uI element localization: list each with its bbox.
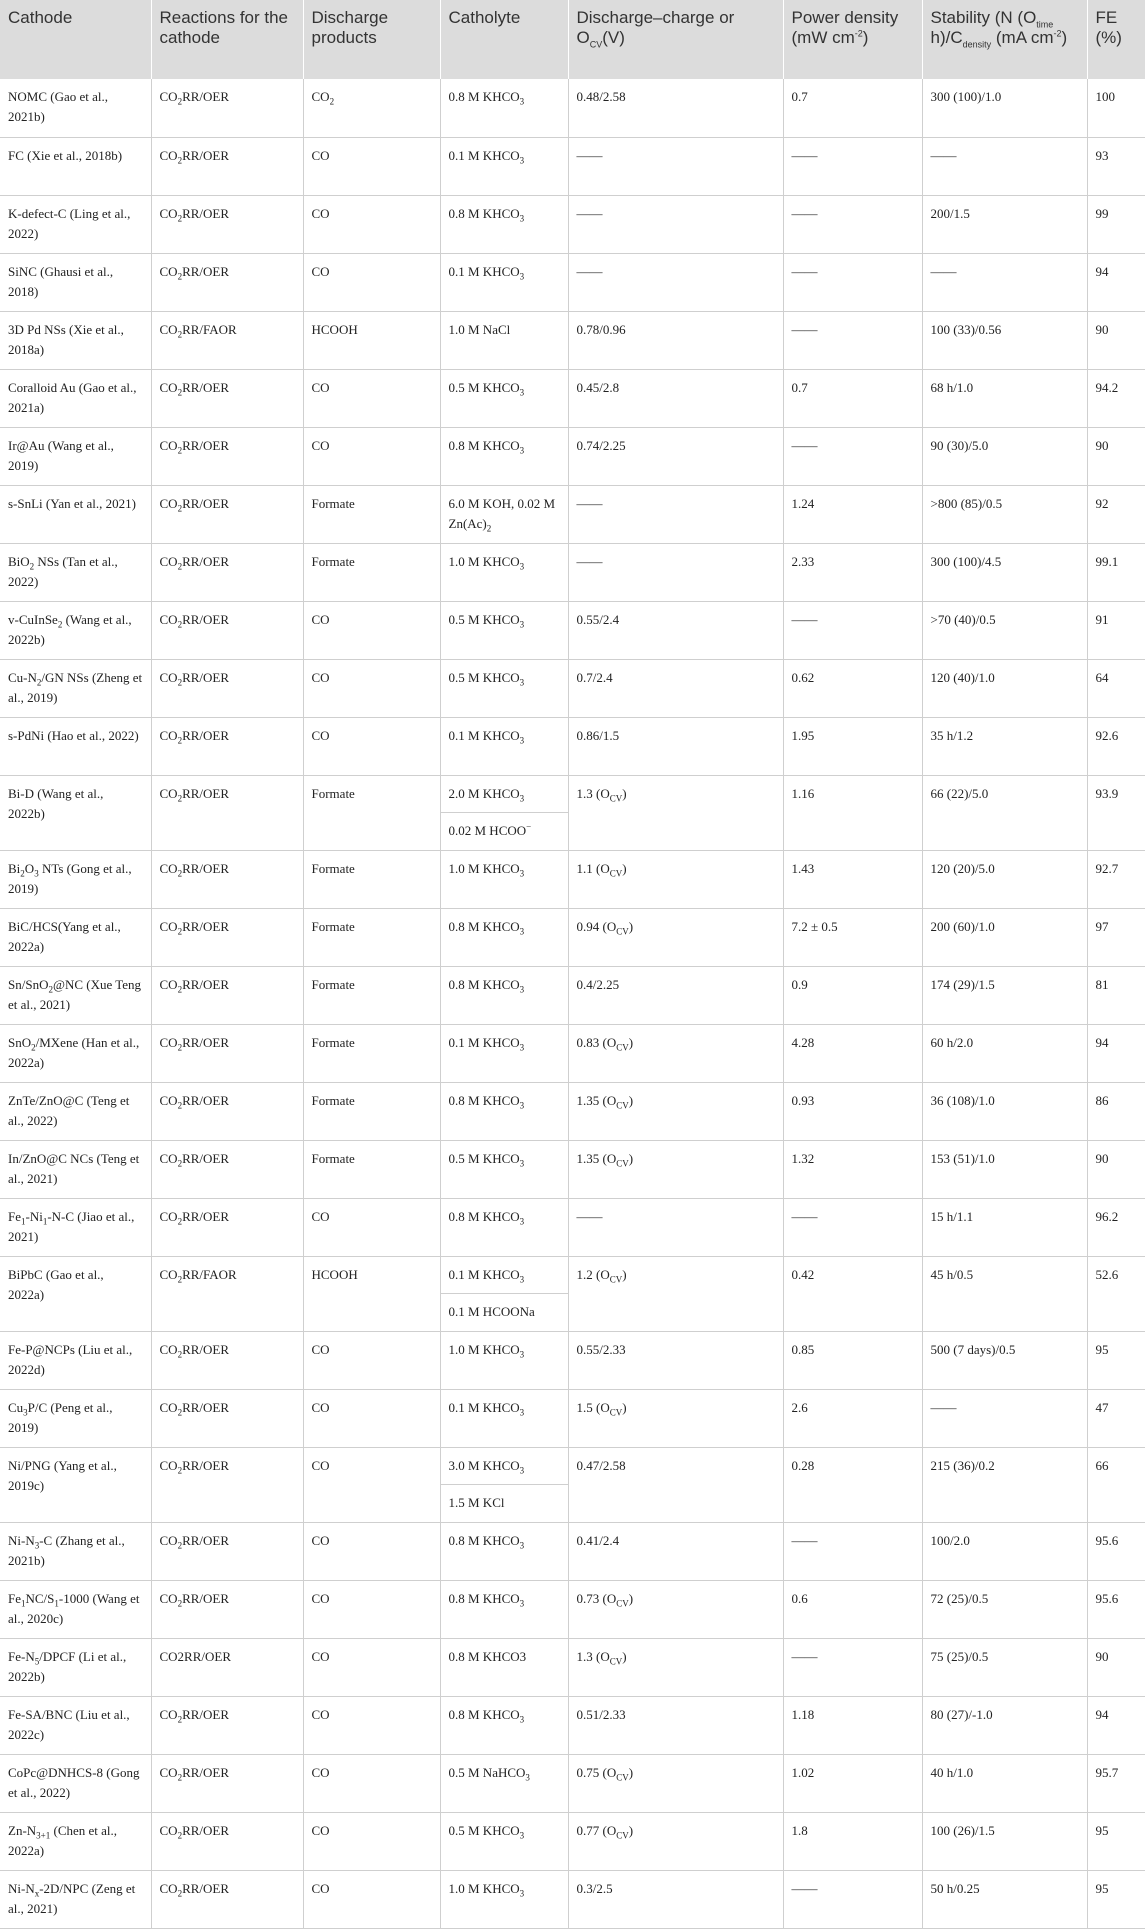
cell-catholyte: 0.8 M $KHCO_3$ [440,1082,568,1140]
table-row [0,427,1145,485]
cell-power: —— [783,1522,922,1580]
cell-reactions: CO2RR/OER [151,1638,303,1696]
cell-cathode: SiNC (Ghausi et al., 2018) [0,253,151,311]
cell-stability: 100/2.0 [922,1522,1087,1580]
cell-power: 2.33 [783,543,922,601]
cell-products: CO [303,1696,440,1754]
cell-stability: 215 (36)/0.2 [922,1447,1087,1522]
cell-voltage: 0.83 $(O_{CV})$ [568,1024,783,1082]
cell-products: Formate [303,966,440,1024]
table-row [0,717,1145,775]
cell-stability: 45 h/0.5 [922,1256,1087,1331]
cell-cathode: Bi-D (Wang et al., 2022b) [0,775,151,850]
cell-catholyte: 0.1 M $KHCO_3$ [440,717,568,775]
cell-stability: 50 h/0.25 [922,1870,1087,1928]
table-row [0,253,1145,311]
cell-voltage: —— [568,485,783,543]
cell-cathode: $Ni-N_3-C$ (Zhang et al., 2021b) [0,1522,151,1580]
catholyte-part: 0.1 M $KHCO_3$ [441,1257,568,1294]
cell-stability: 90 (30)/5.0 [922,427,1087,485]
cell-stability: 60 h/2.0 [922,1024,1087,1082]
cell-catholyte: 0.1 M $KHCO_3$ [440,253,568,311]
header-reactions: Reactions for the cathode [151,0,303,79]
table-row [0,1754,1145,1812]
catholyte-part: 1.5 M KCl [448,1494,505,1510]
cell-catholyte: 0.8 M $KHCO_3$ [440,1198,568,1256]
header-fe: FE (%) [1087,0,1145,79]
cell-power: —— [783,601,922,659]
cell-catholyte: 1.0 M $KHCO_3$ [440,1870,568,1928]
cell-reactions: $CO_2RR$/OER [151,966,303,1024]
cell-voltage: 0.41/2.4 [568,1522,783,1580]
table-row [0,1522,1145,1580]
catholyte-part: 0.1 M HCOONa [448,1303,535,1319]
cell-reactions: $CO_2RR$/OER [151,1140,303,1198]
cell-voltage: 1.5 $(O_{CV})$ [568,1389,783,1447]
cell-power: 7.2 ± 0.5 [783,908,922,966]
cell-cathode: Sn/SnO$_2$@NC (Xue Teng et al., 2021) [0,966,151,1024]
cell-products: Formate [303,775,440,850]
cell-power: 1.95 [783,717,922,775]
cell-products: CO [303,1389,440,1447]
cell-power: 0.42 [783,1256,922,1331]
cell-fe: 93 [1087,137,1145,195]
table-row [0,1140,1145,1198]
cell-cathode: Fe-SA/BNC (Liu et al., 2022c) [0,1696,151,1754]
table-row [0,966,1145,1024]
table-row [0,369,1145,427]
cell-products: Formate [303,1082,440,1140]
cell-catholyte [440,1447,568,1522]
cell-stability: 36 (108)/1.0 [922,1082,1087,1140]
cell-reactions: $CO_2RR$/FAOR [151,311,303,369]
cell-products: Formate [303,1024,440,1082]
cell-voltage: 0.94 $(O_{CV})$ [568,908,783,966]
cell-stability: 66 (22)/5.0 [922,775,1087,850]
table-row [0,1256,1145,1331]
cell-voltage: 0.45/2.8 [568,369,783,427]
cell-products: CO [303,1580,440,1638]
cell-products: CO [303,1870,440,1928]
cell-cathode: BiPbC (Gao et al., 2022a) [0,1256,151,1331]
cell-fe: 94 [1087,253,1145,311]
cell-stability: 300 (100)/4.5 [922,543,1087,601]
cell-catholyte: 0.8 M $KHCO_3$ [440,966,568,1024]
cell-stability: 120 (40)/1.0 [922,659,1087,717]
cell-reactions: $CO_2RR$/OER [151,1696,303,1754]
cell-voltage: 0.4/2.25 [568,966,783,1024]
cell-cathode: FC (Xie et al., 2018b) [0,137,151,195]
cell-fe: 52.6 [1087,1256,1145,1331]
table-row [0,311,1145,369]
cell-products: CO [303,369,440,427]
cell-products: CO [303,195,440,253]
cell-cathode: $Cu-N_2/GN$ NSs (Zheng et al., 2019) [0,659,151,717]
cell-catholyte: 0.5 M $KHCO_3$ [440,659,568,717]
cell-catholyte: 0.8 M KHCO3 [440,1638,568,1696]
cell-voltage: 1.3 $(O_{CV})$ [568,1638,783,1696]
cell-reactions: $CO_2RR$/OER [151,427,303,485]
cell-power: 1.43 [783,850,922,908]
cell-fe: 90 [1087,311,1145,369]
cell-voltage: 0.55/2.33 [568,1331,783,1389]
cell-fe: 99.1 [1087,543,1145,601]
cell-products: CO [303,659,440,717]
cell-power: —— [783,195,922,253]
cell-voltage: —— [568,195,783,253]
header-stability: Stability (N ($O_{time}$ $h)/C_{density}$ (mA $cm^{-2}$) [922,0,1087,79]
cell-reactions: $CO_2RR$/OER [151,659,303,717]
cell-products: Formate [303,543,440,601]
table-row [0,485,1145,543]
cell-fe: 94.2 [1087,369,1145,427]
cell-stability: —— [922,253,1087,311]
table-row [0,1580,1145,1638]
cell-power: 2.6 [783,1389,922,1447]
table-row [0,137,1145,195]
cell-stability: >800 (85)/0.5 [922,485,1087,543]
cell-power: 0.62 [783,659,922,717]
catholyte-part: 3.0 M $KHCO_3$ [441,1448,568,1485]
cell-reactions: $CO_2RR$/OER [151,137,303,195]
cell-catholyte: 1.0 M $KHCO_3$ [440,543,568,601]
cell-voltage: 0.78/0.96 [568,311,783,369]
cell-voltage: —— [568,137,783,195]
cell-power: 0.7 [783,369,922,427]
cell-voltage: 1.1 $(O_{CV})$ [568,850,783,908]
cell-power: —— [783,311,922,369]
cell-catholyte: 0.8 M $KHCO_3$ [440,1580,568,1638]
cell-reactions: $CO_2RR$/OER [151,79,303,137]
cell-reactions: $CO_2RR$/OER [151,908,303,966]
cell-cathode: 3D Pd NSs (Xie et al., 2018a) [0,311,151,369]
cell-products: CO [303,137,440,195]
cell-fe: 86 [1087,1082,1145,1140]
cell-catholyte: 0.8 M $KHCO_3$ [440,1696,568,1754]
cell-power: 4.28 [783,1024,922,1082]
table-row [0,195,1145,253]
header-row [0,0,1145,79]
cell-fe: 96.2 [1087,1198,1145,1256]
cell-reactions: $CO_2RR$/OER [151,850,303,908]
cell-cathode: NOMC (Gao et al., 2021b) [0,79,151,137]
cell-fe: 90 [1087,1638,1145,1696]
cell-catholyte: 0.8 M $KHCO_3$ [440,908,568,966]
table-row [0,1082,1145,1140]
cell-stability: >70 (40)/0.5 [922,601,1087,659]
cell-catholyte: 0.5 M $KHCO_3$ [440,1140,568,1198]
cell-catholyte: 1.0 M $KHCO_3$ [440,850,568,908]
cell-reactions: $CO_2RR$/OER [151,369,303,427]
table-row [0,1870,1145,1928]
table-row [0,850,1145,908]
catholyte-part: 0.02 M HCOO− [448,821,532,838]
cell-stability: —— [922,137,1087,195]
cell-products: Formate [303,1140,440,1198]
cell-fe: 100 [1087,79,1145,137]
cell-stability: 200/1.5 [922,195,1087,253]
cell-products: CO [303,427,440,485]
cell-power: —— [783,1638,922,1696]
cell-reactions: $CO_2RR$/OER [151,1580,303,1638]
cell-products: CO [303,1522,440,1580]
cell-products: HCOOH [303,311,440,369]
cell-products: CO [303,1638,440,1696]
cell-stability: 100 (33)/0.56 [922,311,1087,369]
cell-reactions: $CO_2RR$/OER [151,601,303,659]
cell-cathode: $Bi_2O_3$ NTs (Gong et al., 2019) [0,850,151,908]
header-products: Discharge products [303,0,440,79]
header-catholyte: Catholyte [440,0,568,79]
cell-catholyte: 0.1 M $KHCO_3$ [440,137,568,195]
cell-catholyte: 1.0 M NaCl [440,311,568,369]
header-cathode: Cathode [0,0,151,79]
cell-reactions: $CO_2RR$/OER [151,1198,303,1256]
cell-products: CO [303,1198,440,1256]
cell-fe: 95.7 [1087,1754,1145,1812]
cell-reactions: $CO_2RR$/OER [151,1870,303,1928]
cell-power: 1.24 [783,485,922,543]
cell-stability: 174 (29)/1.5 [922,966,1087,1024]
cell-products: CO [303,1812,440,1870]
cell-cathode: $Fe_1-Ni_1-N-C$ (Jiao et al., 2021) [0,1198,151,1256]
cell-cathode: $Fe_1NC/S_1-1000$ (Wang et al., 2020c) [0,1580,151,1638]
catholyte-part: 2.0 M $KHCO_3$ [441,776,568,813]
cell-products: Formate [303,485,440,543]
cell-power: —— [783,427,922,485]
cell-fe: 95 [1087,1870,1145,1928]
cell-reactions: $CO_2RR$/OER [151,1331,303,1389]
cell-power: —— [783,253,922,311]
cell-fe: 92.7 [1087,850,1145,908]
cell-reactions: $CO_2RR$/OER [151,717,303,775]
table-row [0,543,1145,601]
cell-fe: 99 [1087,195,1145,253]
cell-fe: 95.6 [1087,1522,1145,1580]
cell-products: $CO_2$ [303,79,440,137]
cell-fe: 90 [1087,1140,1145,1198]
cell-cathode: In/ZnO@C NCs (Teng et al., 2021) [0,1140,151,1198]
cell-products: CO [303,717,440,775]
cell-stability: 500 (7 days)/0.5 [922,1331,1087,1389]
cell-cathode: SnO$_2$/MXene (Han et al., 2022a) [0,1024,151,1082]
cell-catholyte: 0.1 M $KHCO_3$ [440,1024,568,1082]
table-row [0,1024,1145,1082]
table-row [0,908,1145,966]
cell-products: CO [303,1331,440,1389]
cell-cathode: s-PdNi (Hao et al., 2022) [0,717,151,775]
cell-reactions: $CO_2RR$/OER [151,1754,303,1812]
table-row [0,659,1145,717]
cell-reactions: $CO_2RR$/OER [151,1389,303,1447]
cell-catholyte: 0.5 M $KHCO_3$ [440,601,568,659]
cell-stability: 300 (100)/1.0 [922,79,1087,137]
cell-fe: 47 [1087,1389,1145,1447]
cell-products: CO [303,1754,440,1812]
cell-voltage: 0.51/2.33 [568,1696,783,1754]
table-row [0,775,1145,850]
cell-fe: 91 [1087,601,1145,659]
cell-voltage: 0.74/2.25 [568,427,783,485]
cell-products: Formate [303,908,440,966]
cell-fe: 94 [1087,1696,1145,1754]
cell-voltage: 1.35 $(O_{CV})$ [568,1140,783,1198]
cell-voltage: 0.77 $(O_{CV})$ [568,1812,783,1870]
cell-products: HCOOH [303,1256,440,1331]
cell-fe: 95 [1087,1812,1145,1870]
cell-catholyte: 0.8 M $KHCO_3$ [440,427,568,485]
cell-fe: 95 [1087,1331,1145,1389]
cell-reactions: $CO_2RR$/FAOR [151,1256,303,1331]
table-row [0,1331,1145,1389]
cell-power: 0.85 [783,1331,922,1389]
cell-cathode: K-defect-C (Ling et al., 2022) [0,195,151,253]
cell-cathode: BiC/HCS(Yang et al., 2022a) [0,908,151,966]
cell-catholyte: 0.8 M $KHCO_3$ [440,79,568,137]
cell-power: —— [783,1870,922,1928]
cell-stability: 75 (25)/0.5 [922,1638,1087,1696]
table-row [0,1389,1145,1447]
cell-cathode: v-CuInSe$_2$ (Wang et al., 2022b) [0,601,151,659]
cell-catholyte [440,775,568,850]
cell-fe: 81 [1087,966,1145,1024]
cell-power: 0.6 [783,1580,922,1638]
cell-stability: 72 (25)/0.5 [922,1580,1087,1638]
cell-stability: 200 (60)/1.0 [922,908,1087,966]
cell-cathode: $Zn-N_{3+1}$ (Chen et al., 2022a) [0,1812,151,1870]
header-power: Power density (mW $cm^{-2}$) [783,0,922,79]
cell-cathode: Ir@Au (Wang et al., 2019) [0,427,151,485]
cell-reactions: $CO_2RR$/OER [151,253,303,311]
cell-voltage: 0.75 $(O_{CV})$ [568,1754,783,1812]
cell-products: CO [303,1447,440,1522]
cell-power: 1.8 [783,1812,922,1870]
cell-reactions: $CO_2RR$/OER [151,195,303,253]
cell-products: Formate [303,850,440,908]
cell-cathode: ZnTe/ZnO@C (Teng et al., 2022) [0,1082,151,1140]
cell-reactions: $CO_2RR$/OER [151,1447,303,1522]
cell-fe: 64 [1087,659,1145,717]
cell-reactions: $CO_2RR$/OER [151,775,303,850]
cell-power: —— [783,1198,922,1256]
cell-catholyte: 1.0 M $KHCO_3$ [440,1331,568,1389]
cell-reactions: $CO_2RR$/OER [151,485,303,543]
cell-reactions: $CO_2RR$/OER [151,543,303,601]
cell-cathode: CoPc@DNHCS-8 (Gong et al., 2022) [0,1754,151,1812]
cell-power: —— [783,137,922,195]
cell-voltage: 1.35 $(O_{CV})$ [568,1082,783,1140]
cell-catholyte [440,1256,568,1331]
cell-cathode: s-SnLi (Yan et al., 2021) [0,485,151,543]
cell-stability: 120 (20)/5.0 [922,850,1087,908]
cell-stability: —— [922,1389,1087,1447]
cell-fe: 95.6 [1087,1580,1145,1638]
table-body [0,79,1145,1928]
cell-catholyte: 0.5 M $KHCO_3$ [440,369,568,427]
cell-voltage: 1.2 $(O_{CV})$ [568,1256,783,1331]
table-row [0,79,1145,137]
cell-voltage: 0.73 $(O_{CV})$ [568,1580,783,1638]
cell-products: CO [303,601,440,659]
cell-power: 1.02 [783,1754,922,1812]
cell-fe: 66 [1087,1447,1145,1522]
cell-stability: 100 (26)/1.5 [922,1812,1087,1870]
cell-voltage: 0.47/2.58 [568,1447,783,1522]
cell-cathode: Coralloid Au (Gao et al., 2021a) [0,369,151,427]
table-row [0,601,1145,659]
cell-cathode: Ni/PNG (Yang et al., 2019c) [0,1447,151,1522]
cell-cathode: Fe-P@NCPs (Liu et al., 2022d) [0,1331,151,1389]
cell-fe: 90 [1087,427,1145,485]
cell-reactions: $CO_2RR$/OER [151,1082,303,1140]
cell-stability: 40 h/1.0 [922,1754,1087,1812]
header-voltage: Discharge–charge or $O_{CV}(V)$ [568,0,783,79]
cell-power: 0.93 [783,1082,922,1140]
table-row [0,1696,1145,1754]
cell-cathode: $Fe-N_5$/DPCF (Li et al., 2022b) [0,1638,151,1696]
cell-fe: 92 [1087,485,1145,543]
cell-power: 0.28 [783,1447,922,1522]
cell-voltage: 0.3/2.5 [568,1870,783,1928]
cell-cathode: BiO$_2$ NSs (Tan et al., 2022) [0,543,151,601]
table-row [0,1812,1145,1870]
cell-fe: 94 [1087,1024,1145,1082]
cell-catholyte: 0.1 M $KHCO_3$ [440,1389,568,1447]
cell-voltage: 0.55/2.4 [568,601,783,659]
cell-power: 0.9 [783,966,922,1024]
table-row [0,1638,1145,1696]
cell-fe: 92.6 [1087,717,1145,775]
cell-power: 1.32 [783,1140,922,1198]
cell-voltage: —— [568,253,783,311]
cell-voltage: 0.48/2.58 [568,79,783,137]
cell-catholyte: 0.8 M $KHCO_3$ [440,1522,568,1580]
cell-catholyte: 0.8 M $KHCO_3$ [440,195,568,253]
cell-power: 1.16 [783,775,922,850]
cell-catholyte: 6.0 M KOH, 0.02 M $Zn(Ac)_2$ [440,485,568,543]
cell-fe: 97 [1087,908,1145,966]
cell-voltage: 0.86/1.5 [568,717,783,775]
table-row [0,1447,1145,1522]
cell-stability: 68 h/1.0 [922,369,1087,427]
cell-reactions: $CO_2RR$/OER [151,1522,303,1580]
cell-voltage: 1.3 $(O_{CV})$ [568,775,783,850]
cell-stability: 15 h/1.1 [922,1198,1087,1256]
cell-catholyte: 0.5 M $KHCO_3$ [440,1812,568,1870]
table-row [0,1198,1145,1256]
cell-reactions: $CO_2RR$/OER [151,1812,303,1870]
cell-cathode: $Cu_3P/C$ (Peng et al., 2019) [0,1389,151,1447]
cell-stability: 153 (51)/1.0 [922,1140,1087,1198]
cell-voltage: 0.7/2.4 [568,659,783,717]
cell-catholyte: 0.5 M NaHCO$_3$ [440,1754,568,1812]
cell-reactions: $CO_2RR$/OER [151,1024,303,1082]
cell-products: CO [303,253,440,311]
cell-stability: 35 h/1.2 [922,717,1087,775]
cell-fe: 93.9 [1087,775,1145,850]
cell-stability: 80 (27)/-1.0 [922,1696,1087,1754]
cell-cathode: $Ni-N_x-2D$/NPC (Zeng et al., 2021) [0,1870,151,1928]
cell-power: 0.7 [783,79,922,137]
cell-voltage: —— [568,1198,783,1256]
cell-voltage: —— [568,543,783,601]
cell-power: 1.18 [783,1696,922,1754]
